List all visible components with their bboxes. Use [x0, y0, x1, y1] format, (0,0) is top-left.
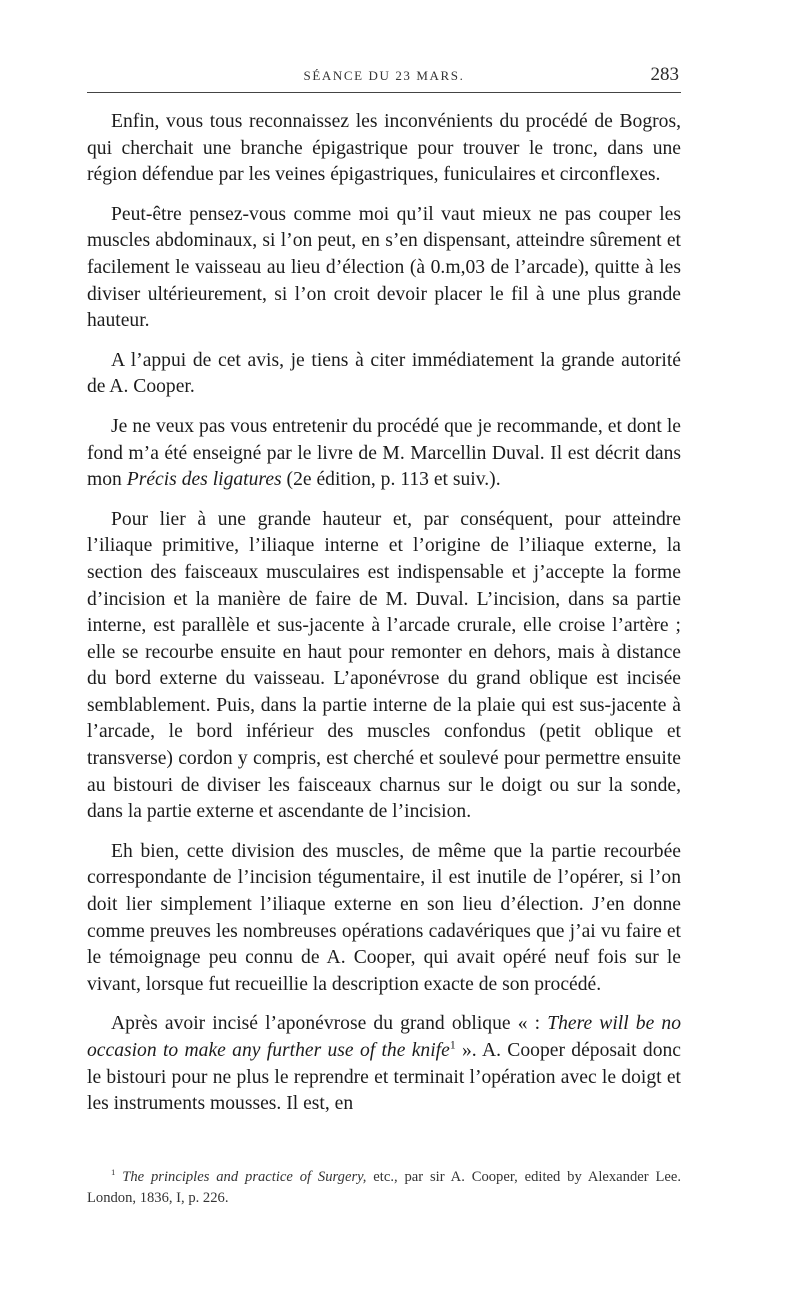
paragraph-procedure-text: Je ne veux pas vous entretenir du procédé que je recommande, et dont le fond m’a été enseigné par le livre de M. Marcellin Duval. Il est décrit dans mon — [87, 415, 681, 491]
english-quote: There will be no occasion to make any further use of the knife — [87, 1013, 681, 1061]
footnote-text: etc., par sir A. Cooper, edited by Alexander Lee. London, 1836, I, p. 226. — [87, 1168, 681, 1206]
footnotes — [87, 1167, 681, 1209]
paragraph-procedure-end: (2e édition, p. 113 et suiv.). — [281, 469, 501, 491]
paragraph-aponeurosis — [87, 1011, 681, 1117]
body-text — [87, 109, 681, 1118]
paragraph-procedure — [87, 414, 681, 494]
paragraph-aponeurosis-end: ». A. Cooper déposait donc le bistouri pour ne plus le reprendre et terminait l’opération avec le doigt et les instruments mousses. Il est, en — [87, 1040, 681, 1115]
running-title: SÉANCE DU 23 MARS. — [303, 68, 465, 83]
paragraph-aponeurosis-text: Après avoir incisé l’aponévrose du grand oblique « : — [111, 1013, 548, 1035]
footnote-reference: 1 — [449, 1038, 456, 1052]
paragraph-division: Eh bien, cette division des muscles, de même que la partie recourbée correspondante de l’incision tégumentaire, il est inutile de l’opérer, si l’on doit lier simplement l’iliaque externe en son lieu d’élection. J’en donne comme preuves les nombreuses opérations cadavériques que j’ai vu faire et le témoignage peu connu de A. Cooper, qui avait opéré neuf fois sur le vivant, lorsque fut recueillie la description exacte de son procédé. — [87, 840, 681, 995]
paragraph-muscles: Peut-être pensez-vous comme moi qu’il vaut mieux ne pas couper les muscles abdominaux, si l’on peut, en s’en dispensant, atteindre sûrement et facilement le vaisseau au lieu d’élection (à 0.m,03 de l’arcade), quitte à les diviser ultérieurement, si l’on croit devoir placer le fil à une plus grande hauteur. — [87, 203, 681, 332]
paragraph-cooper-authority: A l’appui de cet avis, je tiens à citer immédiatement la grande autorité de A. Cooper. — [87, 349, 681, 398]
paragraph-high-ligature: Pour lier à une grande hauteur et, par conséquent, pour atteindre l’iliaque primitive, l’iliaque interne et l’origine de l’iliaque externe, la section des faisceaux musculaires est indispensable et j’accepte la forme d’incision et la manière de faire de M. Duval. L’incision, dans sa partie interne, est parallèle et sus-jacente à l’arcade crurale, elle croise l’artère ; elle se recourbe ensuite en haut pour remonter en dehors, mais à distance du bord externe du vaisseau. L’aponévrose du grand oblique est incisée semblablement. Puis, dans la partie interne de la plaie qui est sus-jacente à l’arcade, le bord inférieur des muscles confondus (petit oblique et transverse) cordon y compris, est cherché et soulevé pour permettre ensuite au bistouri de diviser les faisceaux charnus sur le doigt ou sur la sonde, dans la partie externe et ascendante de l’incision. — [87, 508, 681, 823]
book-title-precis: Précis des ligatures — [126, 469, 282, 491]
page-number: 283 — [650, 64, 679, 85]
footnote — [87, 1167, 681, 1209]
header-rule — [87, 92, 681, 93]
footnote-marker: 1 — [111, 1166, 116, 1177]
footnote-separator — [87, 1131, 681, 1157]
running-head — [87, 58, 681, 90]
book-page — [87, 58, 681, 1209]
paragraph-bogros: Enfin, vous tous reconnaissez les inconvénients du procédé de Bogros, qui cherchait une branche épigastrique pour trouver le tronc, dans une région défendue par les veines épigastriques, funiculaires et circonflexes. — [87, 111, 681, 186]
footnote-book-title: The principles and practice of Surgery, — [122, 1168, 367, 1185]
